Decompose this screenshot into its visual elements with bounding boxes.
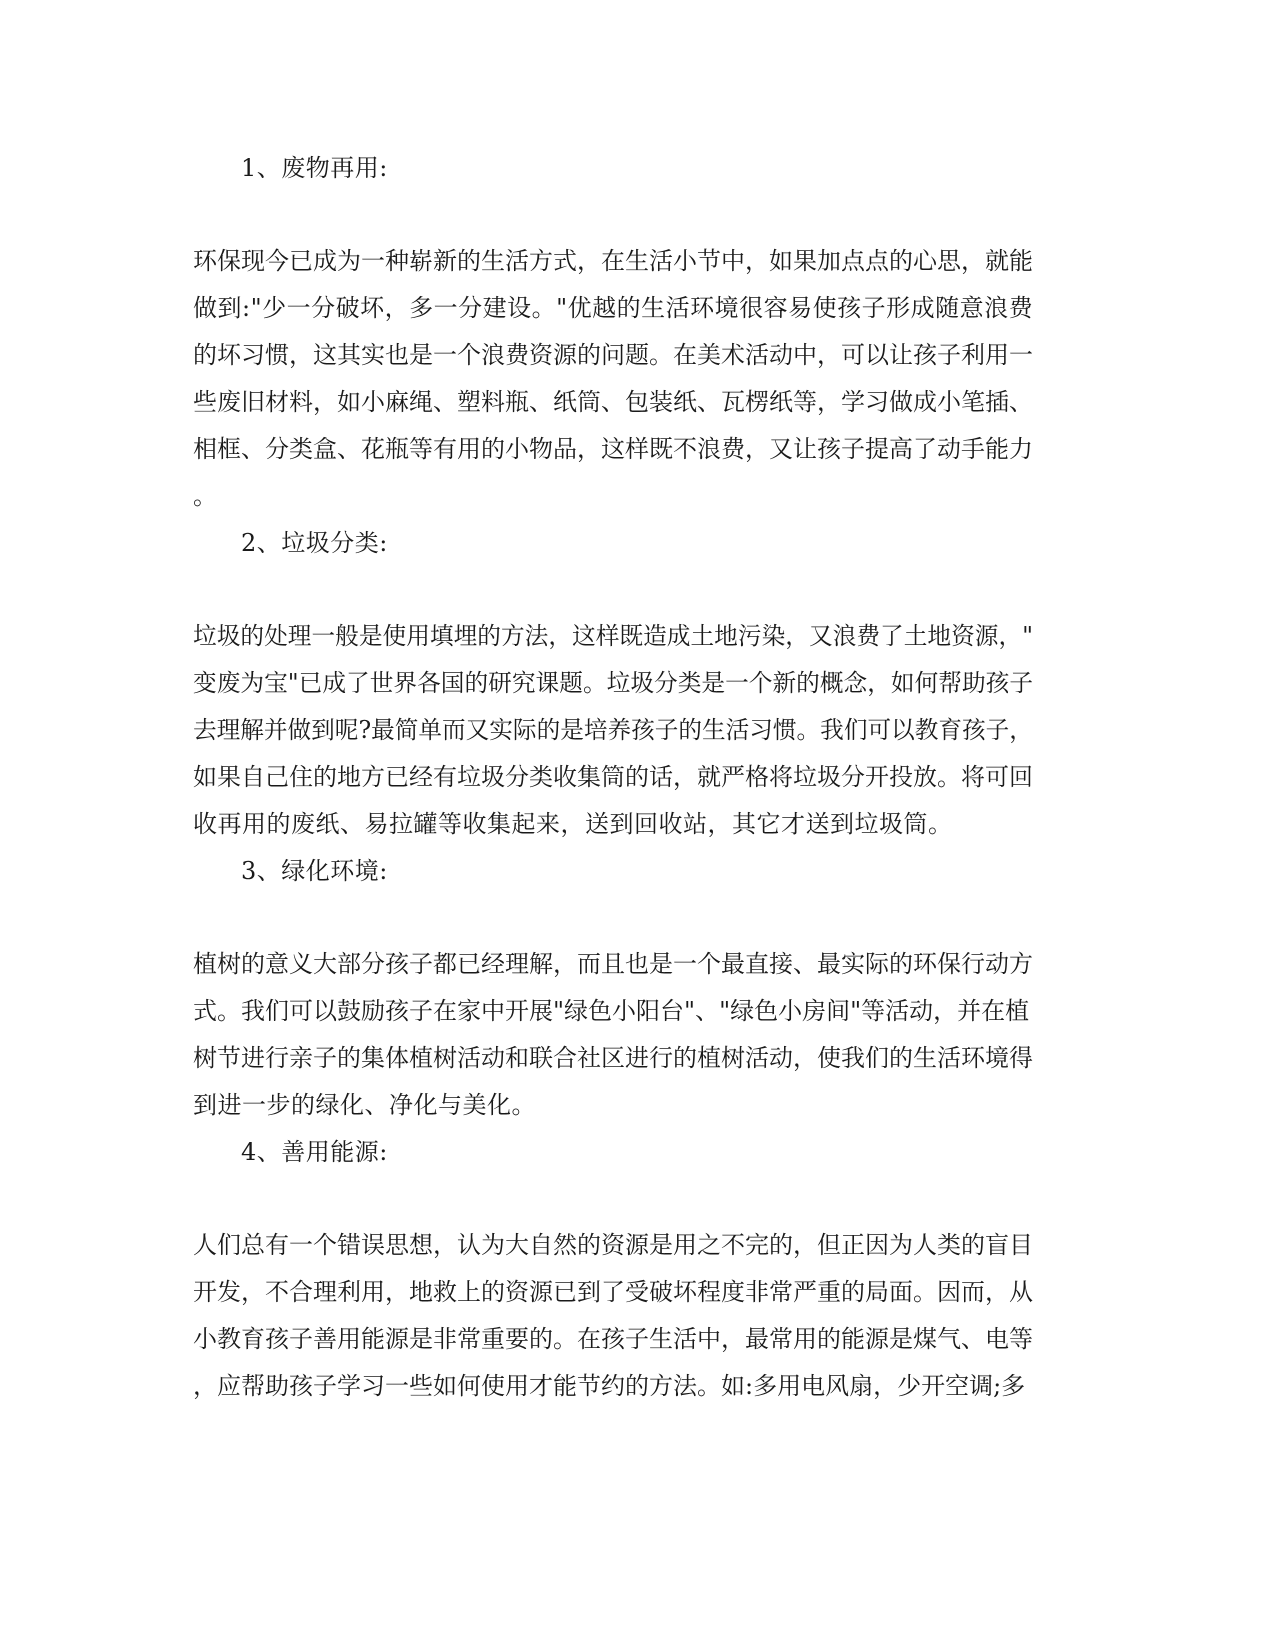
- paragraph-line: 的坏习惯，这其实也是一个浪费资源的问题。在美术活动中，可以让孩子利用一: [193, 341, 1033, 369]
- paragraph-line: 树节进行亲子的集体植树活动和联合社区进行的植树活动，使我们的生活环境得: [193, 1044, 1033, 1072]
- paragraph-line: 人们总有一个错误思想，认为大自然的资源是用之不完的，但正因为人类的盲目: [193, 1231, 1033, 1259]
- paragraph-line: 如果自己住的地方已经有垃圾分类收集筒的话，就严格将垃圾分开投放。将可回: [193, 763, 1033, 791]
- paragraph-line: 开发，不合理利用，地救上的资源已到了受破坏程度非常严重的局面。因而，从: [193, 1278, 1033, 1306]
- paragraph-line: 小教育孩子善用能源是非常重要的。在孩子生活中，最常用的能源是煤气、电等: [193, 1325, 1033, 1353]
- paragraph-line: 变废为宝"已成了世界各国的研究课题。垃圾分类是一个新的概念，如何帮助孩子: [193, 669, 1034, 697]
- paragraph-line: 相框、分类盒、花瓶等有用的小物品，这样既不浪费，又让孩子提高了动手能力: [193, 435, 1033, 463]
- paragraph-line: 环保现今已成为一种崭新的生活方式，在生活小节中，如果加点点的心思，就能: [193, 247, 1033, 275]
- paragraph-line: 垃圾的处理一般是使用填埋的方法，这样既造成土地污染，又浪费了土地资源，": [193, 622, 1034, 650]
- section-heading: 2、垃圾分类:: [241, 529, 388, 557]
- section-heading: 3、绿化环境:: [241, 857, 388, 885]
- paragraph-line: 做到:"少一分破坏，多一分建设。"优越的生活环境很容易使孩子形成随意浪费: [193, 294, 1034, 322]
- section-heading: 4、善用能源:: [241, 1138, 388, 1166]
- paragraph-line: 去理解并做到呢?最简单而又实际的是培养孩子的生活习惯。我们可以教育孩子，: [193, 716, 1033, 744]
- paragraph-line: 式。我们可以鼓励孩子在家中开展"绿色小阳台"、"绿色小房间"等活动，并在植: [193, 997, 1030, 1025]
- paragraph-line: 。: [193, 482, 218, 510]
- paragraph-line: 植树的意义大部分孩子都已经理解，而且也是一个最直接、最实际的环保行动方: [193, 950, 1033, 978]
- paragraph-line: 收再用的废纸、易拉罐等收集起来，送到回收站，其它才送到垃圾筒。: [193, 810, 953, 838]
- paragraph-line: ，应帮助孩子学习一些如何使用才能节约的方法。如:多用电风扇，少开空调;多: [193, 1372, 1026, 1400]
- paragraph-line: 到进一步的绿化、净化与美化。: [193, 1091, 536, 1119]
- paragraph-line: 些废旧材料，如小麻绳、塑料瓶、纸筒、包装纸、瓦楞纸等，学习做成小笔插、: [193, 388, 1033, 416]
- section-heading: 1、废物再用:: [241, 154, 388, 182]
